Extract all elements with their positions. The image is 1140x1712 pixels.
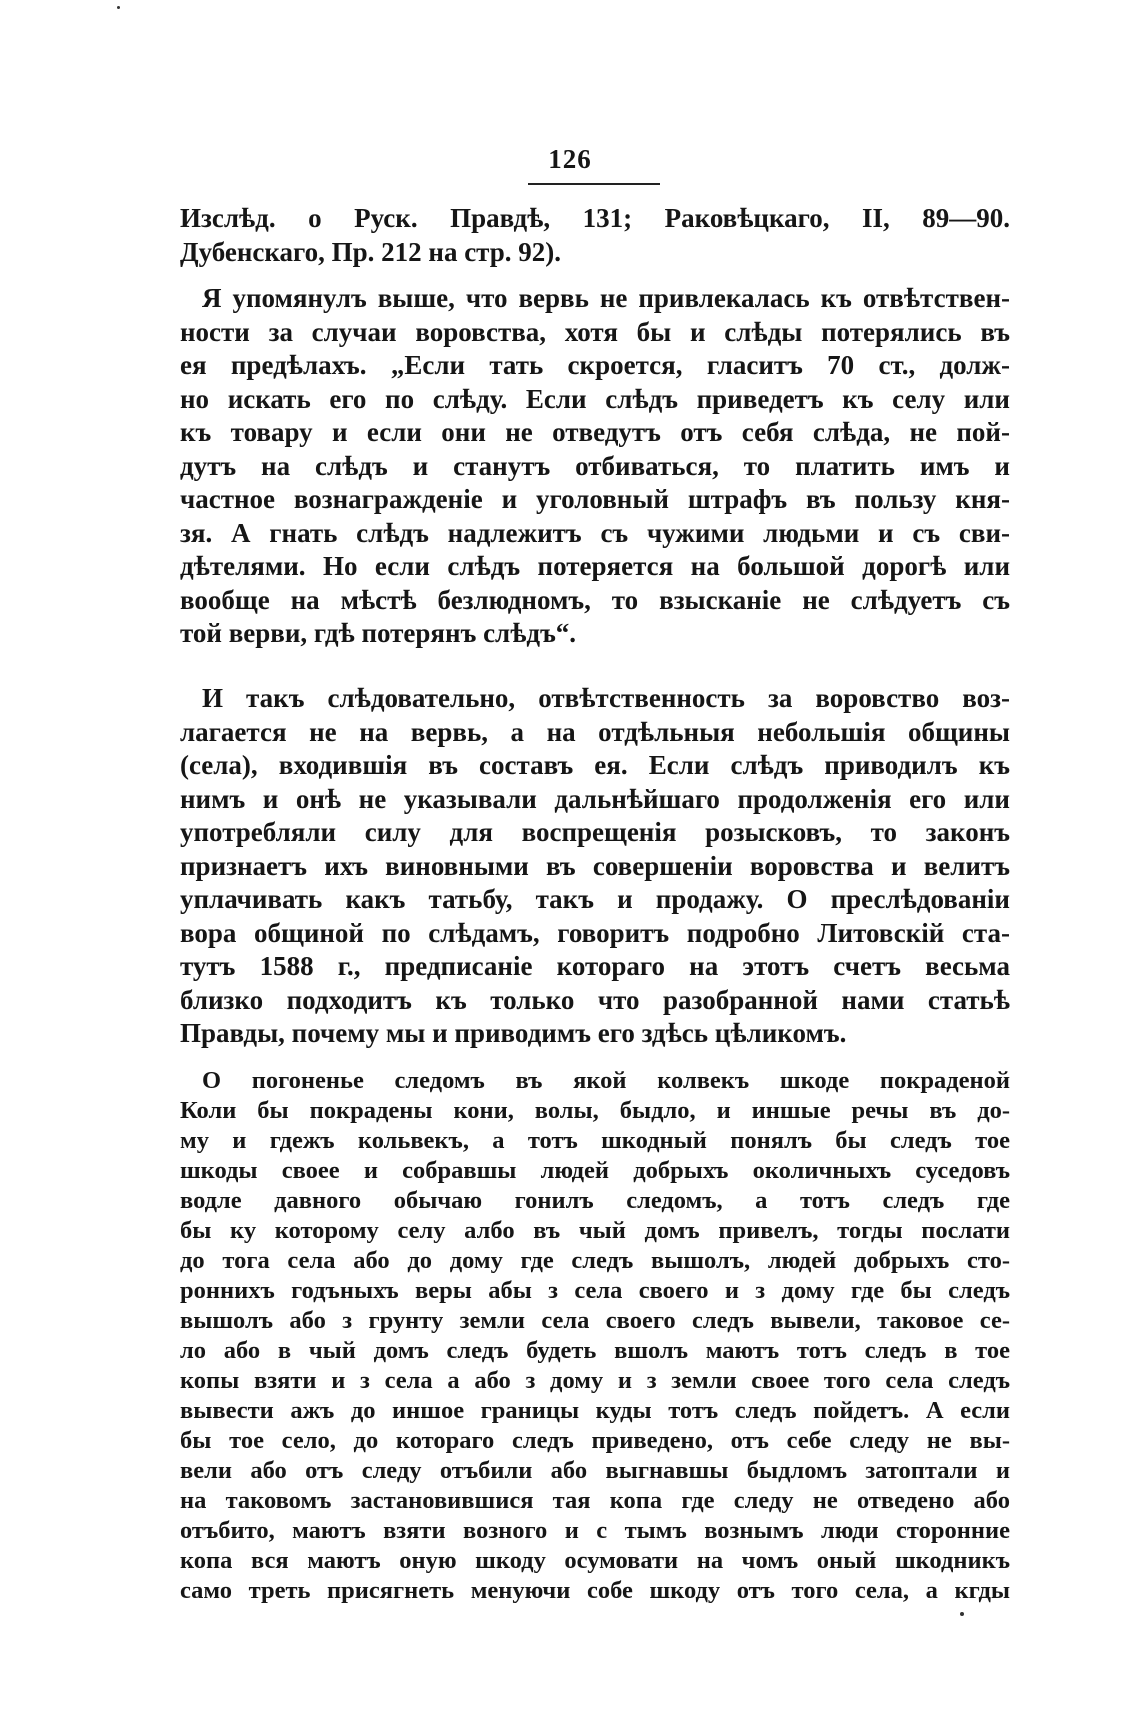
text-line: отъбито, маютъ взяти возного и с тымъ вознымъ люди сторонние: [180, 1517, 1010, 1544]
text-line: на таковомъ застановившися тая копа где следу не отведено або: [180, 1487, 1010, 1514]
text-line: ронниxъ годъныхъ веры абы з села своего и з дому где бы следъ: [180, 1277, 1010, 1304]
print-speck: [960, 1612, 964, 1616]
text-line: уплачивать какъ татьбу, такъ и продажу. О преслѣдованіи: [180, 884, 1010, 914]
text-line: признаетъ ихъ виновными въ совершеніи воровства и велитъ: [180, 850, 1010, 881]
text-line: той верви, гдѣ потерянъ слѣдъ“.: [180, 618, 577, 648]
text-line: само треть присягнеть менуючи собе шкоду отъ того села, а кгды: [180, 1577, 1010, 1604]
text-line: водле давного обычаю гонилъ следомъ, а тотъ следъ где: [180, 1187, 1010, 1214]
continuation-paragraph: [180, 202, 1010, 269]
text-line: нимъ и онѣ не указывали дальнѣйшаго продолженія его или: [180, 783, 1010, 814]
text-line: къ товару и если они не отведутъ отъ себя слѣда, не пой-: [180, 417, 1010, 447]
text-line: ея предѣлахъ. „Если тать скроется, гласитъ 70 ст., долж-: [180, 350, 1010, 380]
text-line: но искать его по слѣду. Если слѣдъ приведетъ къ селу или: [180, 383, 1010, 414]
text-line: бы ку которому селу албо въ чый домъ привелъ, тогды послати: [180, 1217, 1010, 1244]
text-line: шкоды своее и собравшы людей добрыхъ околичныхъ суседовъ: [180, 1157, 1010, 1184]
text-line: дутъ на слѣдъ и станутъ отбиваться, то платить имъ и: [180, 450, 1010, 481]
text-line: вообще на мѣстѣ безлюдномъ, то взысканіе не слѣдуетъ съ: [180, 584, 1010, 615]
paragraph-verv-liability: [180, 282, 1010, 651]
text-line: лагается не на вервь, а на отдѣльныя небольшія общины: [180, 716, 1010, 747]
text-line: до тога села або до дому где следъ вышолъ, людей добрыхъ сто-: [180, 1247, 1010, 1274]
text-line: вели або отъ следу отъбили або выгнавшы быдломъ затоптали и: [180, 1457, 1010, 1484]
statute-quotation: [180, 1066, 1010, 1606]
text-line: копа вся маютъ оную шкоду осумовати на чомъ оный шкодникъ: [180, 1547, 1010, 1574]
page-number-rule: [528, 183, 660, 185]
text-line: бы тое село, до котораго следъ приведено, отъ себе следу не вы-: [180, 1427, 1010, 1454]
text-line: употребляли силу для воспрещенія розысковъ, то законъ: [180, 817, 1010, 847]
text-line: И такъ слѣдовательно, отвѣтственность за воровство воз-: [202, 683, 1010, 713]
page-number: 126: [548, 144, 592, 174]
text-line: вора общиной по слѣдамъ, говоритъ подробно Литовскій ста-: [180, 917, 1010, 948]
text-line: Изслѣд. о Руск. Правдѣ, 131; Раковѣцкаго, II, 89—90.: [180, 203, 1010, 233]
text-line: тутъ 1588 г., предписаніе котораго на этотъ счетъ весьма: [180, 951, 1010, 981]
text-line: зя. А гнать слѣдъ надлежитъ съ чужими людьми и съ сви-: [180, 517, 1010, 548]
text-line: Коли бы покрадены кони, волы, быдло, и иншые речы въ до-: [180, 1097, 1010, 1124]
quotation-heading: О погоненье следомъ въ якой колвекъ шкоде покраденой: [202, 1067, 1010, 1094]
text-line: частное вознагражденіе и уголовный штрафъ въ пользу кня-: [180, 484, 1010, 514]
text-line: Дубенскаго, Пр. 212 на стр. 92).: [180, 236, 562, 267]
text-line: вышолъ або з грунту земли села своего следъ вывели, таковое се-: [180, 1307, 1010, 1334]
text-line: (села), входившія въ составъ ея. Если слѣдъ приводилъ къ: [180, 750, 1010, 780]
text-line: му и гдежъ кольвекъ, а тотъ шкодный понялъ бы следъ тое: [180, 1127, 1010, 1154]
text-line: близко подходитъ къ только что разобранной нами статьѣ: [180, 984, 1010, 1015]
text-line: дѣтелями. Но если слѣдъ потеряется на большой дорогѣ или: [180, 551, 1010, 581]
text-line: ности за случаи воровства, хотя бы и слѣды потерялись въ: [180, 316, 1010, 347]
print-speck: [117, 6, 120, 9]
paragraph-community-liability: [180, 682, 1010, 1051]
text-line: ло або в чый домъ следъ будеть вшолъ маютъ тотъ следъ в тое: [180, 1337, 1010, 1364]
text-line: Я упомянулъ выше, что вервь не привлекалась къ отвѣтствен-: [202, 283, 1010, 313]
text-line: вывести ажъ до иншое границы куды тотъ следъ пойдетъ. А если: [180, 1397, 1010, 1424]
text-line: копы взяти и з села а або з дому и з земли своее того села следъ: [180, 1367, 1010, 1394]
text-line: Правды, почему мы и приводимъ его здѣсь цѣликомъ.: [180, 1018, 847, 1048]
